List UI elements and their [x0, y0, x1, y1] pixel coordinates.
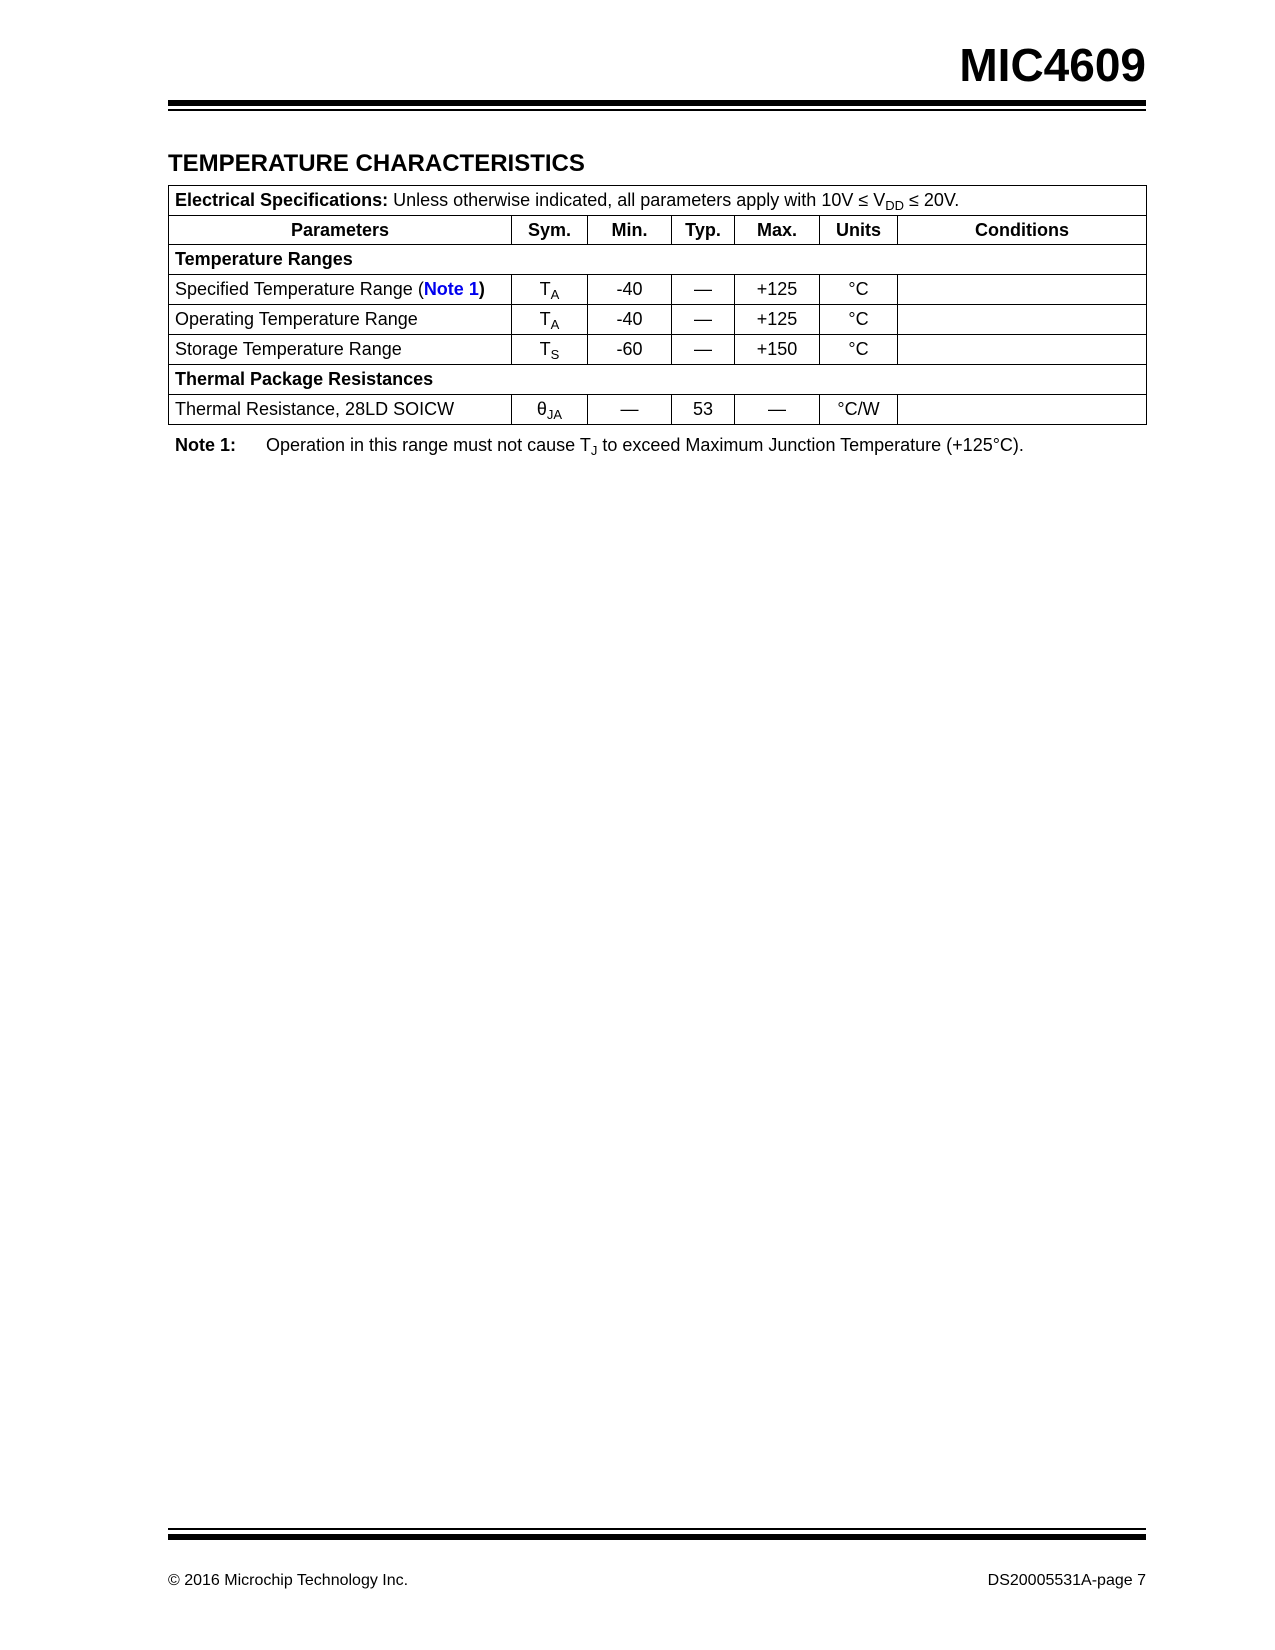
- footer-page-ref: DS20005531A-page 7: [987, 1572, 1146, 1589]
- param-cell: Specified Temperature Range (Note 1): [169, 275, 512, 305]
- col-header-max: Max.: [735, 216, 820, 245]
- param-cell: Storage Temperature Range: [169, 335, 512, 365]
- table-note: [175, 435, 1024, 456]
- group-title: Thermal Package Resistances: [169, 365, 1147, 395]
- group-row-thermal-package-resistances: [169, 365, 1147, 395]
- note-1-link[interactable]: Note 1: [423, 279, 479, 299]
- spec-conditions-row: [169, 186, 1147, 216]
- min-cell: —: [588, 395, 672, 425]
- typ-cell: 53: [672, 395, 735, 425]
- group-row-temperature-ranges: [169, 245, 1147, 275]
- table-row: [169, 395, 1147, 425]
- spec-conditions-cell: [169, 186, 1147, 216]
- units-cell: °C: [820, 275, 898, 305]
- note-text-post: to exceed Maximum Junction Temperature (+125°C).: [597, 435, 1024, 455]
- col-header-conditions: Conditions: [898, 216, 1147, 245]
- conditions-cell: [898, 395, 1147, 425]
- min-cell: -40: [588, 305, 672, 335]
- header-rule-thin: [168, 109, 1146, 111]
- param-cell: Operating Temperature Range: [169, 305, 512, 335]
- table-header-row: [169, 216, 1147, 245]
- section-title: TEMPERATURE CHARACTERISTICS: [168, 150, 585, 177]
- spec-label: Electrical Specifications:: [175, 190, 389, 210]
- group-title: Temperature Ranges: [169, 245, 1147, 275]
- max-cell: +125: [735, 305, 820, 335]
- min-cell: -40: [588, 275, 672, 305]
- sym-cell: $T_S$: [512, 335, 588, 365]
- typ-cell: —: [672, 335, 735, 365]
- conditions-cell: [898, 305, 1147, 335]
- min-cell: -60: [588, 335, 672, 365]
- spec-text-post: ≤ 20V.: [904, 190, 960, 210]
- footer-rule-thin: [168, 1528, 1146, 1530]
- units-cell: °C/W: [820, 395, 898, 425]
- conditions-cell: [898, 275, 1147, 305]
- note-sub: J: [590, 443, 598, 458]
- document-part-number: MIC4609: [959, 39, 1146, 91]
- max-cell: +125: [735, 275, 820, 305]
- sym-cell: $T_A$: [512, 305, 588, 335]
- col-header-parameters: Parameters: [169, 216, 512, 245]
- param-cell: Thermal Resistance, 28LD SOICW: [169, 395, 512, 425]
- footer-copyright: © 2016 Microchip Technology Inc.: [168, 1572, 409, 1589]
- footer-rule-thick: [168, 1534, 1146, 1540]
- note-label: Note 1:: [175, 435, 237, 455]
- col-header-typ: Typ.: [672, 216, 735, 245]
- units-cell: °C: [820, 335, 898, 365]
- sym-cell: $T_A$: [512, 275, 588, 305]
- max-cell: +150: [735, 335, 820, 365]
- spec-sub: DD: [885, 198, 905, 213]
- table-row: [169, 335, 1147, 365]
- sym-cell: $\theta_{JA}$: [512, 395, 588, 425]
- table-row: [169, 305, 1147, 335]
- typ-cell: —: [672, 275, 735, 305]
- col-header-min: Min.: [588, 216, 672, 245]
- typ-cell: —: [672, 305, 735, 335]
- units-cell: °C: [820, 305, 898, 335]
- conditions-cell: [898, 335, 1147, 365]
- header-rule-thick: [168, 100, 1146, 106]
- spec-text: Unless otherwise indicated, all parameters apply with 10V ≤ V: [393, 190, 886, 210]
- col-header-units: Units: [820, 216, 898, 245]
- temperature-characteristics-table: [168, 185, 1147, 425]
- table-row: [169, 275, 1147, 305]
- max-cell: —: [735, 395, 820, 425]
- note-text: Operation in this range must not cause T: [266, 435, 591, 455]
- col-header-sym: Sym.: [512, 216, 588, 245]
